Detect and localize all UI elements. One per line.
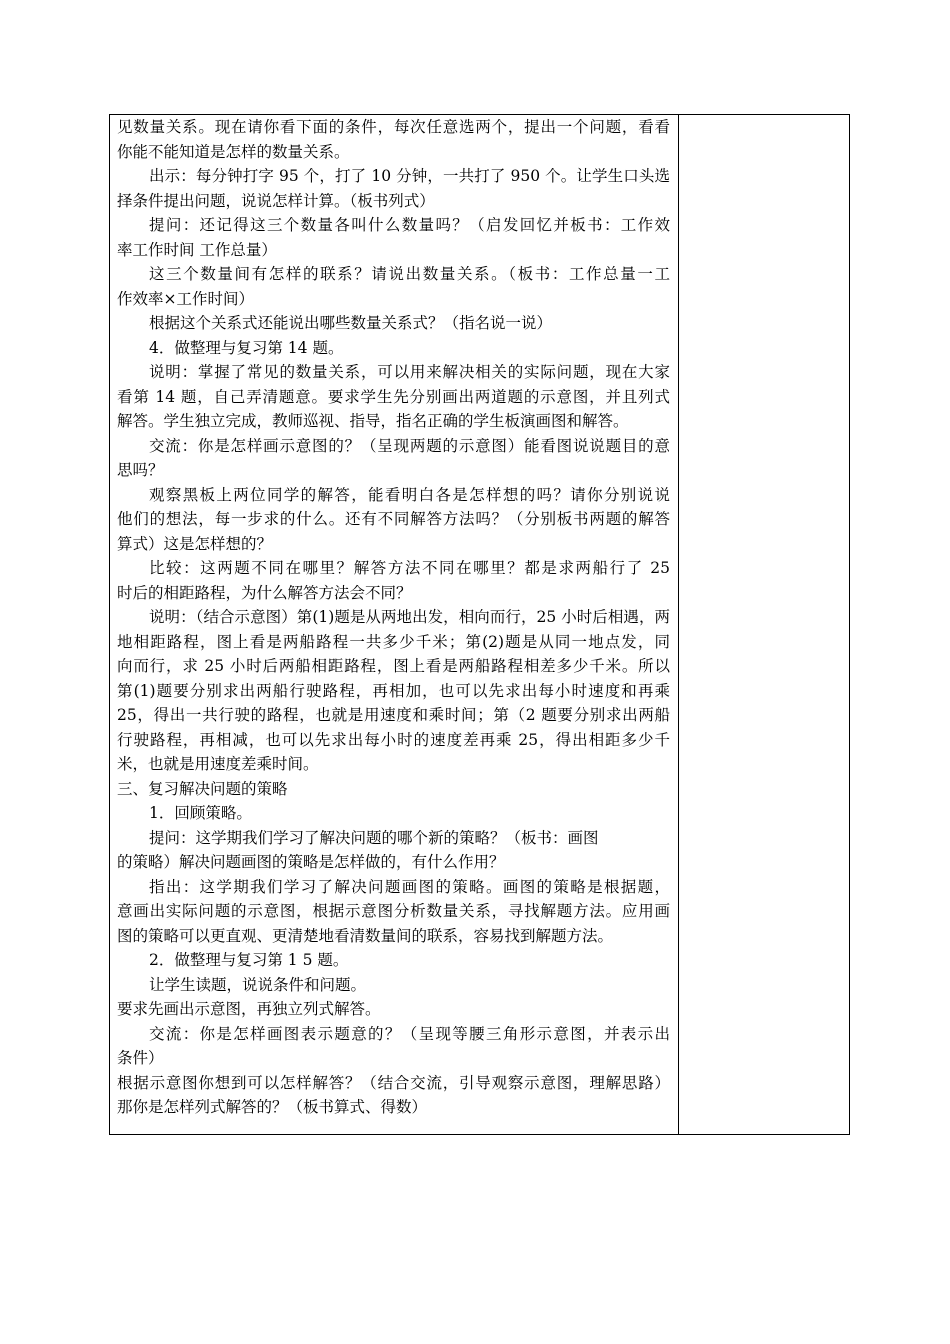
text-line: 看第 14 题，自己弄清题意。要求学生先分别画出两道题的示意图，并且列式 [117, 387, 670, 406]
notes-cell [679, 115, 849, 1134]
text-line: 25，得出一共行驶的路程，也就是用速度和乘时间；第（2 题要分别求出两船 [117, 706, 670, 724]
text-line: 交流：你是怎样画图表示题意的？（呈现等腰三角形示意图，并表示出 [149, 1024, 670, 1043]
text-line: 说明：掌握了常见的数量关系，可以用来解决相关的实际问题，现在大家 [149, 363, 670, 381]
text-line: 提问：还记得这三个数量各叫什么数量吗？（启发回忆并板书：工作效 [149, 216, 670, 234]
text-line: 交流：你是怎样画示意图的？（呈现两题的示意图）能看图说说题目的意 [149, 436, 670, 455]
text-line: 率工作时间 工作总量） [117, 240, 277, 259]
text-line: 出示：每分钟打字 95 个，打了 10 分钟，一共打了 950 个。让学生口头选 [149, 167, 670, 185]
text-line: 根据示意图你想到可以怎样解答？（结合交流，引导观察示意图，理解思路） [117, 1073, 670, 1092]
text-line: 4．做整理与复习第 14 题。 [149, 338, 344, 357]
text-line: 根据这个关系式还能说出哪些数量关系式？（指名说一说） [149, 314, 553, 332]
text-line: 要求先画出示意图，再独立列式解答。 [117, 1000, 381, 1018]
text-line: 作效率×工作时间） [117, 289, 254, 308]
text-line: 第(1)题要分别求出两船行驶路程，再相加，也可以先求出每小时速度和再乘 [117, 681, 670, 700]
text-line: 算式）这是怎样想的？ [117, 534, 273, 553]
text-line: 这三个数量间有怎样的联系？请说出数量关系。（板书：工作总量一工 [149, 265, 670, 283]
text-line: 2．做整理与复习第 1 5 题。 [149, 951, 349, 969]
text-line: 三、复习解决问题的策略 [117, 779, 288, 798]
text-line: 他们的想法，每一步求的什么。还有不同解答方法吗？（分别板书两题的解答 [117, 510, 670, 528]
text-line: 那你是怎样列式解答的？（板书算式、得数） [117, 1098, 428, 1116]
text-line: 向而行，求 25 小时后两船相距路程，图上看是两船路程相差多少千米。所以 [117, 657, 670, 675]
text-line: 提问：这学期我们学习了解决问题的哪个新的策略？（板书：画图 [149, 828, 599, 847]
text-line: 思吗？ [117, 461, 164, 479]
text-line: 择条件提出问题，说说怎样计算。（板书列式） [117, 191, 435, 210]
text-line: 1．回顾策略。 [149, 804, 252, 822]
lesson-content-cell [110, 115, 678, 1120]
text-line: 的策略）解决问题画图的策略是怎样做的，有什么作用？ [117, 853, 505, 871]
text-line: 见数量关系。现在请你看下面的条件，每次任意选两个，提出一个问题，看看 [117, 118, 670, 136]
text-line: 观察黑板上两位同学的解答，能看明白各是怎样想的吗？请你分别说说 [149, 485, 670, 504]
text-line: 行驶路程，再相减，也可以先求出每小时的速度差再乘 25，得出相距多少千 [117, 730, 670, 749]
text-line: 图的策略可以更直观、更清楚地看清数量间的联系，容易找到解题方法。 [117, 926, 614, 945]
text-line: 条件） [117, 1049, 164, 1067]
text-line: 比较：这两题不同在哪里？解答方法不同在哪里？都是求两船行了 25 [149, 559, 670, 577]
text-line: 你能不能知道是怎样的数量关系。 [117, 142, 350, 161]
text-line: 意画出实际问题的示意图，根据示意图分析数量关系，寻找解题方法。应用画 [117, 902, 670, 920]
text-line: 米，也就是用速度差乘时间。 [117, 755, 319, 773]
text-line: 解答。学生独立完成，教师巡视、指导，指名正确的学生板演画图和解答。 [117, 412, 629, 430]
text-line: 时后的相距路程，为什么解答方法会不同？ [117, 583, 412, 602]
text-line: 地相距路程，图上看是两船路程一共多少千米；第(2)题是从同一地点发，同 [117, 632, 670, 651]
text-line: 让学生读题，说说条件和问题。 [149, 975, 367, 994]
lesson-plan-table [109, 114, 850, 1135]
text-line: 说明：（结合示意图）第(1)题是从两地出发，相向而行，25 小时后相遇，两 [149, 608, 670, 626]
text-line: 指出：这学期我们学习了解决问题画图的策略。画图的策略是根据题， [149, 877, 670, 896]
